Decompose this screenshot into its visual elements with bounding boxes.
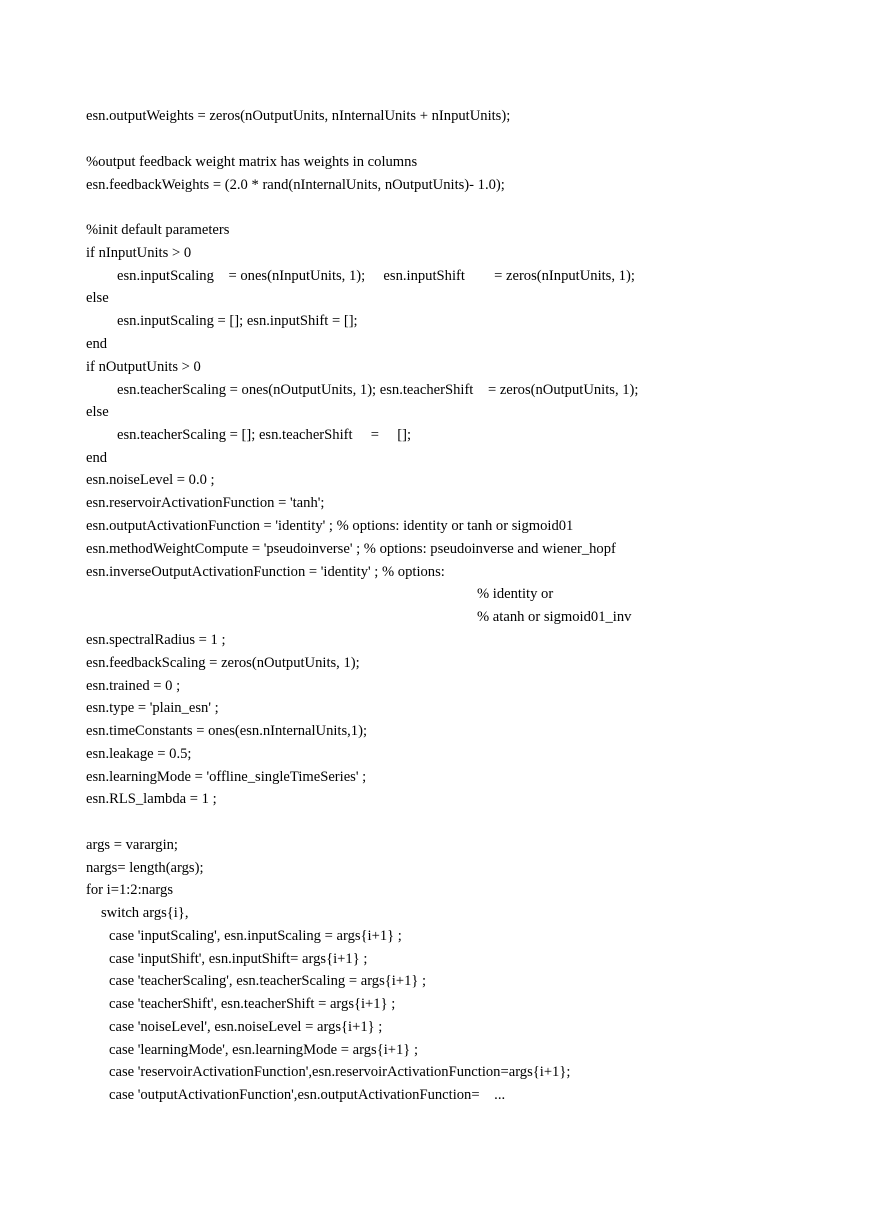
code-line: switch args{i}, (101, 905, 189, 921)
code-line: esn.methodWeightCompute = 'pseudoinverse' ; % options: pseudoinverse and wiener_hopf (86, 541, 616, 557)
code-line: esn.inverseOutputActivationFunction = 'identity' ; % options: (86, 564, 445, 580)
code-comment: % identity or (477, 586, 554, 602)
code-line: case 'reservoirActivationFunction',esn.reservoirActivationFunction=args{i+1}; (109, 1064, 571, 1080)
code-line: esn.learningMode = 'offline_singleTimeSeries' ; (86, 769, 367, 785)
code-line: esn.leakage = 0.5; (86, 746, 192, 762)
code-comment: % atanh or sigmoid01_inv (477, 609, 632, 625)
code-line: esn.outputActivationFunction = 'identity' ; % options: identity or tanh or sigmoid01 (86, 518, 574, 534)
code-line: esn.teacherScaling = []; esn.teacherShift = []; (117, 427, 412, 443)
code-line: case 'outputActivationFunction',esn.outputActivationFunction= ... (109, 1087, 506, 1103)
code-line: esn.type = 'plain_esn' ; (86, 700, 219, 716)
code-line: else (86, 290, 109, 306)
code-line: esn.outputWeights = zeros(nOutputUnits, nInternalUnits + nInputUnits); (86, 108, 511, 124)
code-comment: %init default parameters (86, 222, 230, 238)
code-line: if nInputUnits > 0 (86, 245, 192, 261)
code-line: case 'noiseLevel', esn.noiseLevel = args{i+1} ; (109, 1019, 383, 1035)
code-line: esn.noiseLevel = 0.0 ; (86, 472, 215, 488)
code-line: case 'inputScaling', esn.inputScaling = args{i+1} ; (109, 928, 402, 944)
code-line: case 'teacherScaling', esn.teacherScaling = args{i+1} ; (109, 973, 427, 989)
code-line: else (86, 404, 109, 420)
code-line: case 'inputShift', esn.inputShift= args{i+1} ; (109, 951, 368, 967)
code-line: nargs= length(args); (86, 860, 204, 876)
code-line: end (86, 450, 108, 466)
code-line: if nOutputUnits > 0 (86, 359, 201, 375)
code-line: esn.timeConstants = ones(esn.nInternalUnits,1); (86, 723, 368, 739)
code-line: case 'learningMode', esn.learningMode = args{i+1} ; (109, 1042, 419, 1058)
code-line: esn.inputScaling = ones(nInputUnits, 1); esn.inputShift = zeros(nInputUnits, 1); (117, 268, 635, 284)
code-line: args = varargin; (86, 837, 178, 853)
code-line: end (86, 336, 108, 352)
code-line: case 'teacherShift', esn.teacherShift = args{i+1} ; (109, 996, 396, 1012)
code-line: esn.feedbackScaling = zeros(nOutputUnits, 1); (86, 655, 360, 671)
code-line: esn.inputScaling = []; esn.inputShift = []; (117, 313, 358, 329)
code-line: esn.RLS_lambda = 1 ; (86, 791, 217, 807)
code-line: esn.reservoirActivationFunction = 'tanh'; (86, 495, 325, 511)
code-line: esn.teacherScaling = ones(nOutputUnits, 1); esn.teacherShift = zeros(nOutputUnits, 1); (117, 382, 639, 398)
code-line: esn.trained = 0 ; (86, 678, 181, 694)
code-line: esn.feedbackWeights = (2.0 * rand(nInternalUnits, nOutputUnits)- 1.0); (86, 177, 505, 193)
code-line: for i=1:2:nargs (86, 882, 173, 898)
code-comment: %output feedback weight matrix has weights in columns (86, 154, 418, 170)
code-line: esn.spectralRadius = 1 ; (86, 632, 226, 648)
